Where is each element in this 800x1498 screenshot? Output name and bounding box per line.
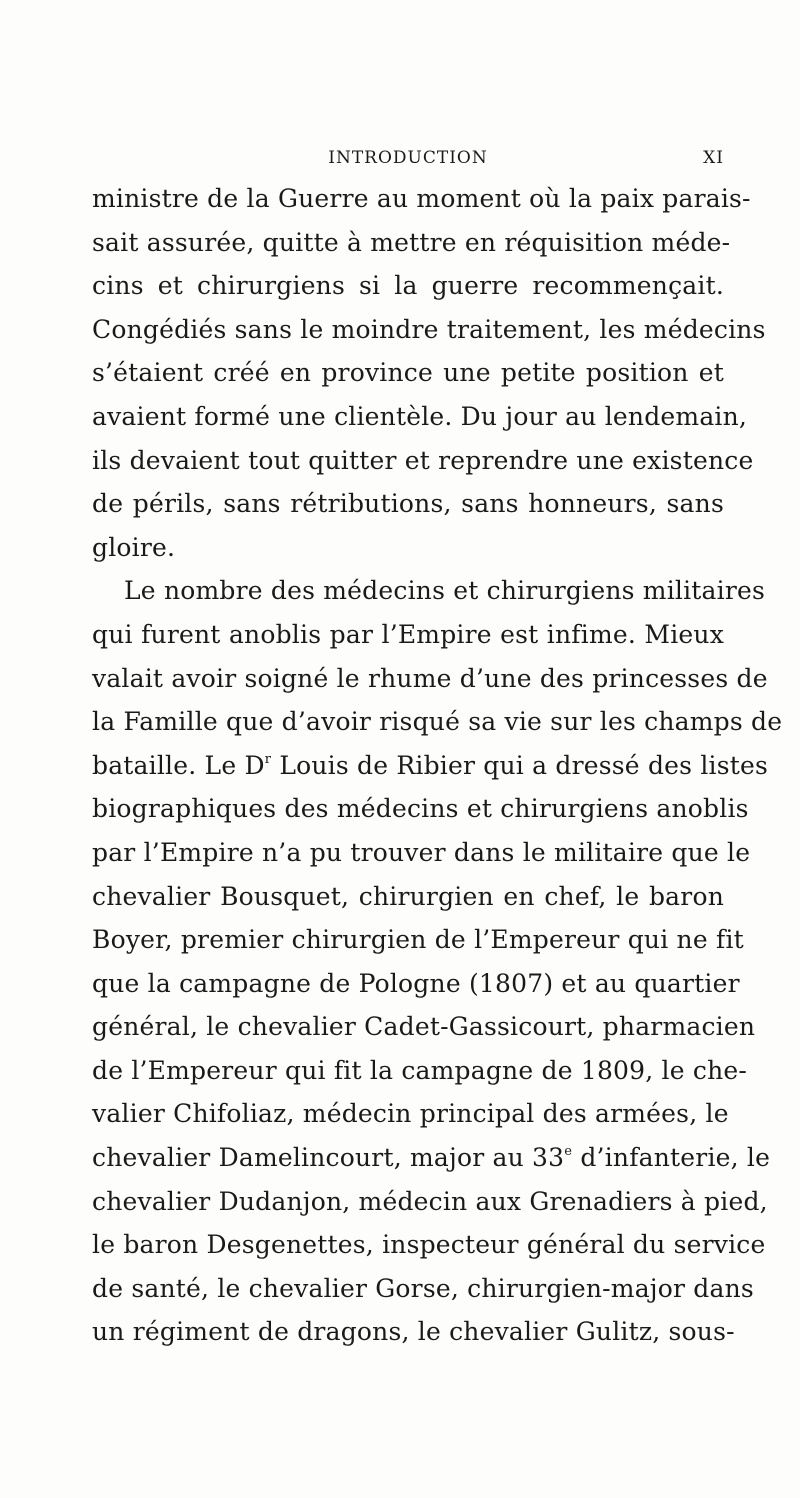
text-line: avaient formé une clientèle. Du jour au lendemain,: [92, 401, 748, 431]
text-line: ministre de la Guerre au moment où la paix parais-: [92, 184, 751, 213]
text-line: le baron Desgenettes, inspecteur général du service: [92, 1230, 766, 1260]
text-line: général, le chevalier Cadet-Gassicourt, pharmacien: [92, 1012, 756, 1042]
text-line: ils devaient tout quitter et reprendre une existence: [92, 445, 754, 475]
running-head: [92, 148, 724, 174]
text-fragment: Louis de Ribier qui a dressé des listes: [279, 750, 769, 780]
text-line: [92, 1136, 771, 1180]
text-line: par l’Empire n’a pu trouver dans le militaire que le: [92, 837, 751, 867]
superscript: r: [264, 751, 272, 767]
text-line: qui furent anoblis par l’Empire est infime. Mieux: [92, 619, 724, 649]
text-line: que la campagne de Pologne (1807) et au quartier: [92, 968, 740, 998]
text-line: [92, 744, 769, 788]
text-line: chevalier Bousquet, chirurgien en chef, le baron: [92, 881, 724, 911]
text-line: la Famille que d’avoir risqué sa vie sur les champs de: [92, 707, 783, 737]
text-line: un régiment de dragons, le chevalier Gulitz, sous-: [92, 1317, 735, 1347]
text-line: sait assurée, quitte à mettre en réquisition méde-: [92, 227, 731, 257]
text-line: de l’Empereur qui fit la campagne de 1809, le che-: [92, 1055, 748, 1085]
superscript: e: [564, 1144, 573, 1160]
text-line: biographiques des médecins et chirurgiens anoblis: [92, 794, 749, 824]
running-title: INTRODUCTION: [328, 148, 488, 168]
text-line: Boyer, premier chirurgien de l’Empereur qui ne fit: [92, 925, 744, 955]
text-line: valait avoir soigné le rhume d’une des princesses de: [92, 663, 768, 693]
text-line: de périls, sans rétributions, sans honneurs, sans: [92, 489, 724, 519]
text-fragment: d’infanterie, le: [580, 1143, 771, 1173]
body-text: [92, 177, 783, 1354]
page-number: XI: [703, 148, 724, 168]
text-line: valier Chifoliaz, médecin principal des armées, le: [92, 1099, 729, 1129]
text-line: s’étaient créé en province une petite position et: [92, 358, 724, 388]
text-line: Congédiés sans le moindre traitement, les médecins: [92, 314, 766, 344]
text-line: chevalier Dudanjon, médecin aux Grenadiers à pied,: [92, 1186, 768, 1216]
text-line: gloire.: [92, 532, 176, 562]
text-line: de santé, le chevalier Gorse, chirurgien-major dans: [92, 1273, 754, 1303]
text-fragment: chevalier Damelincourt, major au 33: [92, 1143, 565, 1173]
text-line: cins et chirurgiens si la guerre recommençait.: [92, 271, 724, 301]
text-fragment: bataille. Le D: [92, 750, 265, 780]
text-line: Le nombre des médecins et chirurgiens militaires: [124, 576, 766, 606]
